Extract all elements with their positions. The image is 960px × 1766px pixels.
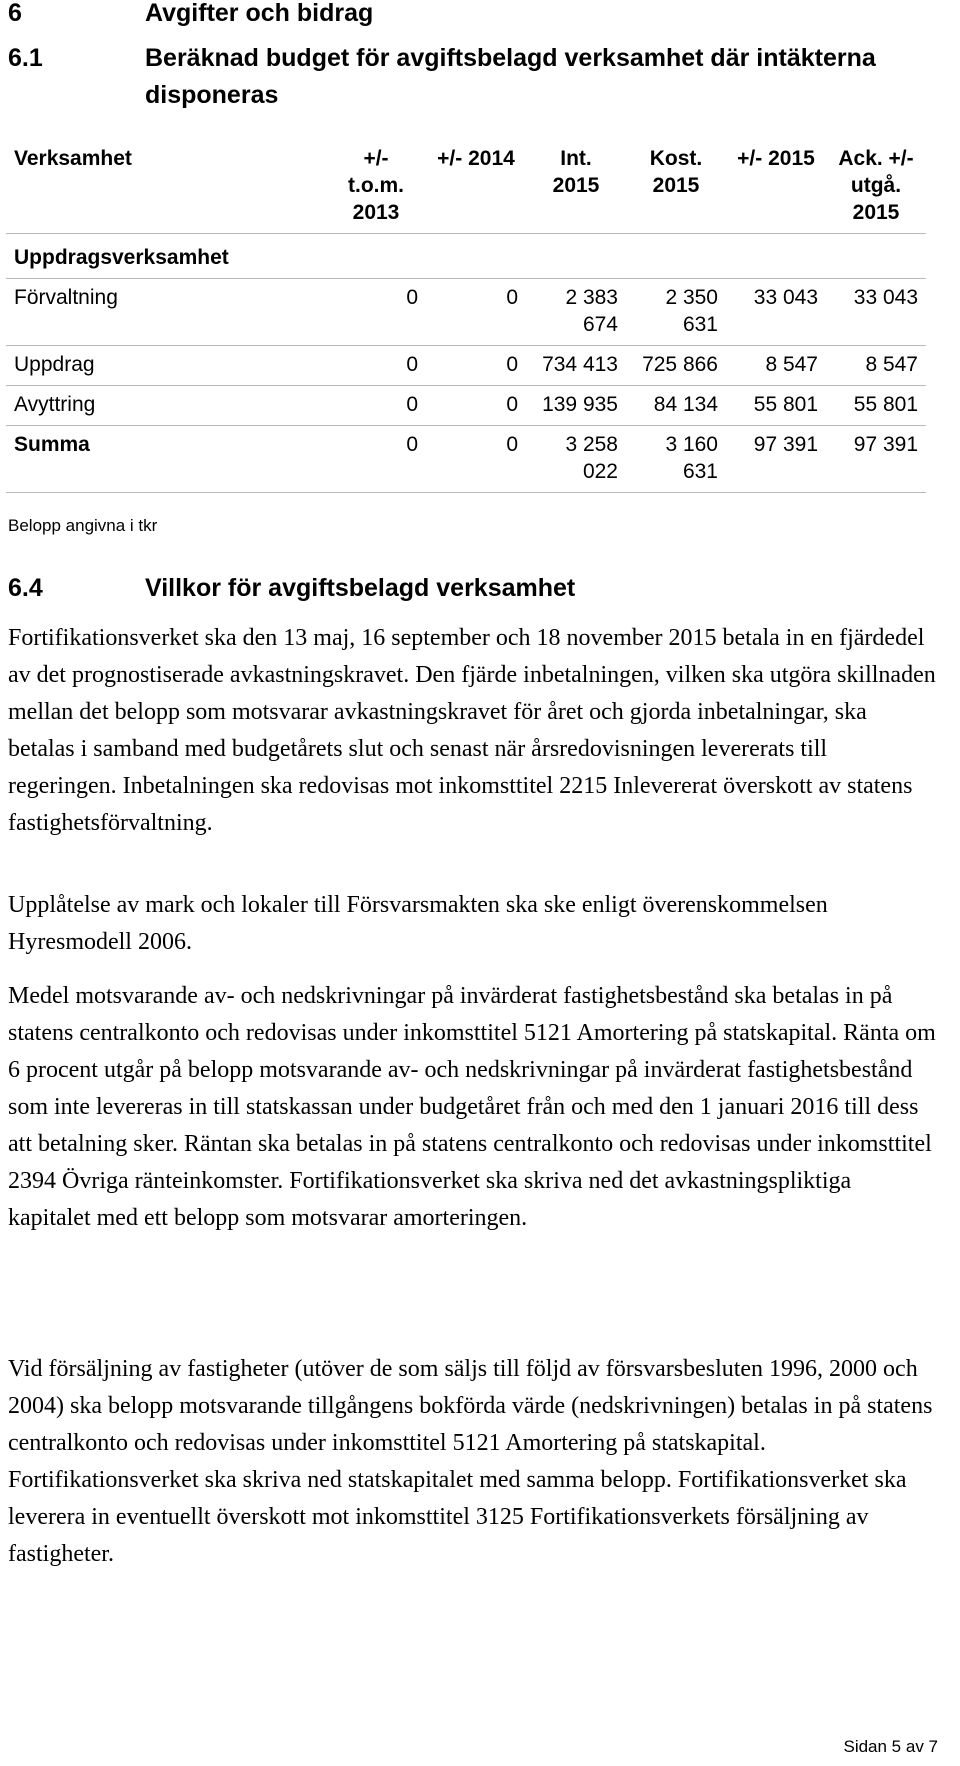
table-cell: 734 413: [526, 346, 626, 386]
table-cell: 0: [426, 279, 526, 346]
table-header-row: [6, 140, 926, 234]
table-note: Belopp angivna i tkr: [8, 516, 158, 535]
table-cell: 0: [326, 346, 426, 386]
table-cell: 2 350 631: [626, 279, 726, 346]
column-header: Kost. 2015: [626, 140, 726, 234]
budget-table: [6, 140, 926, 493]
table-row: [6, 346, 926, 386]
table-cell: 55 801: [726, 386, 826, 426]
body-paragraph: Fortifikationsverket ska den 13 maj, 16 september och 18 november 2015 betala in en fjärdedel av det prognostiserade avkastningskravet. Den fjärde inbetalningen, vilken ska utgöra skillnaden mellan det belopp som motsvarar avkastningskravet för året och gjorda inbetalningar, ska betalas i samband med budgetårets slut och senast när årsredovisningen levererats till regeringen. Inbetalningen ska redovisas mot inkomsttitel 2215 Inlevererat överskott av statens fastighetsförvaltning.: [8, 625, 936, 836]
row-label: Uppdrag: [6, 346, 326, 386]
table-cell: 97 391: [726, 426, 826, 493]
table-cell: 8 547: [726, 346, 826, 386]
body-paragraph: Vid försäljning av fastigheter (utöver de som säljs till följd av försvarsbesluten 1996, 2000 och 2004) ska belopp motsvarande tillgångens bokförda värde (nedskrivningen) betalas in på statens centralkonto och redovisas under inkomsttitel 5121 Amortering på statskapital. Fortifikationsverket ska skriva ned statskapitalet med samma belopp. Fortifikationsverket ska leverera in eventuellt överskott mot inkomsttitel 3125 Fortifikationsverkets försäljning av fastigheter.: [8, 1356, 933, 1567]
column-header: +/- 2015: [726, 140, 826, 234]
column-header: Int. 2015: [526, 140, 626, 234]
section-title: Avgifter och bidrag: [145, 0, 374, 27]
table-cell: 139 935: [526, 386, 626, 426]
section-title: Villkor för avgiftsbelagd verksamhet: [145, 574, 576, 602]
table-cell: 8 547: [826, 346, 926, 386]
subheader-label: Uppdragsverksamhet: [6, 234, 926, 279]
table-cell: 0: [426, 346, 526, 386]
table-cell: 3 258 022: [526, 426, 626, 493]
row-label: Förvaltning: [6, 279, 326, 346]
table-cell: 725 866: [626, 346, 726, 386]
table-cell: 0: [426, 426, 526, 493]
table-row: [6, 386, 926, 426]
table-cell: 3 160 631: [626, 426, 726, 493]
column-header: Verksamhet: [6, 140, 326, 234]
row-label: Avyttring: [6, 386, 326, 426]
section-number: 6: [8, 0, 22, 27]
page-number: Sidan 5 av 7: [843, 1737, 938, 1756]
table-cell: 55 801: [826, 386, 926, 426]
table-cell: 0: [426, 386, 526, 426]
section-number: 6.1: [8, 44, 43, 72]
table-cell: 2 383 674: [526, 279, 626, 346]
column-header: +/- 2014: [426, 140, 526, 234]
column-header: Ack. +/- utgå. 2015: [826, 140, 926, 234]
table-cell: 33 043: [826, 279, 926, 346]
column-header: +/- t.o.m. 2013: [326, 140, 426, 234]
body-paragraph: Upplåtelse av mark och lokaler till Försvarsmakten ska ske enligt överenskommelsen Hyresmodell 2006.: [8, 892, 828, 955]
table-cell: 33 043: [726, 279, 826, 346]
table-cell: 0: [326, 386, 426, 426]
table-total-row: [6, 426, 926, 493]
table-cell: 0: [326, 426, 426, 493]
table-cell: 97 391: [826, 426, 926, 493]
section-number: 6.4: [8, 574, 43, 602]
body-paragraph: Medel motsvarande av- och nedskrivningar på invärderat fastighetsbestånd ska betalas in på statens centralkonto och redovisas under inkomsttitel 5121 Amortering på statskapital. Ränta om 6 procent utgår på belopp motsvarande av- och nedskrivningar på invärderat fastighetsbestånd som inte levereras in till statskassan under budgetåret från och med den 1 januari 2016 till dess att betalning sker. Räntan ska betalas in på statens centralkonto och redovisas under inkomsttitel 2394 Övriga ränteinkomster. Fortifikationsverket ska skriva ned det avkastningspliktiga kapitalet med ett belopp som motsvarar amorteringen.: [8, 983, 936, 1231]
section-title: Beräknad budget för avgiftsbelagd verksamhet där intäkterna disponeras: [145, 44, 876, 109]
table-subheader-row: [6, 234, 926, 279]
table-row: [6, 279, 926, 346]
table-cell: 84 134: [626, 386, 726, 426]
row-label: Summa: [6, 426, 326, 493]
table-cell: 0: [326, 279, 426, 346]
